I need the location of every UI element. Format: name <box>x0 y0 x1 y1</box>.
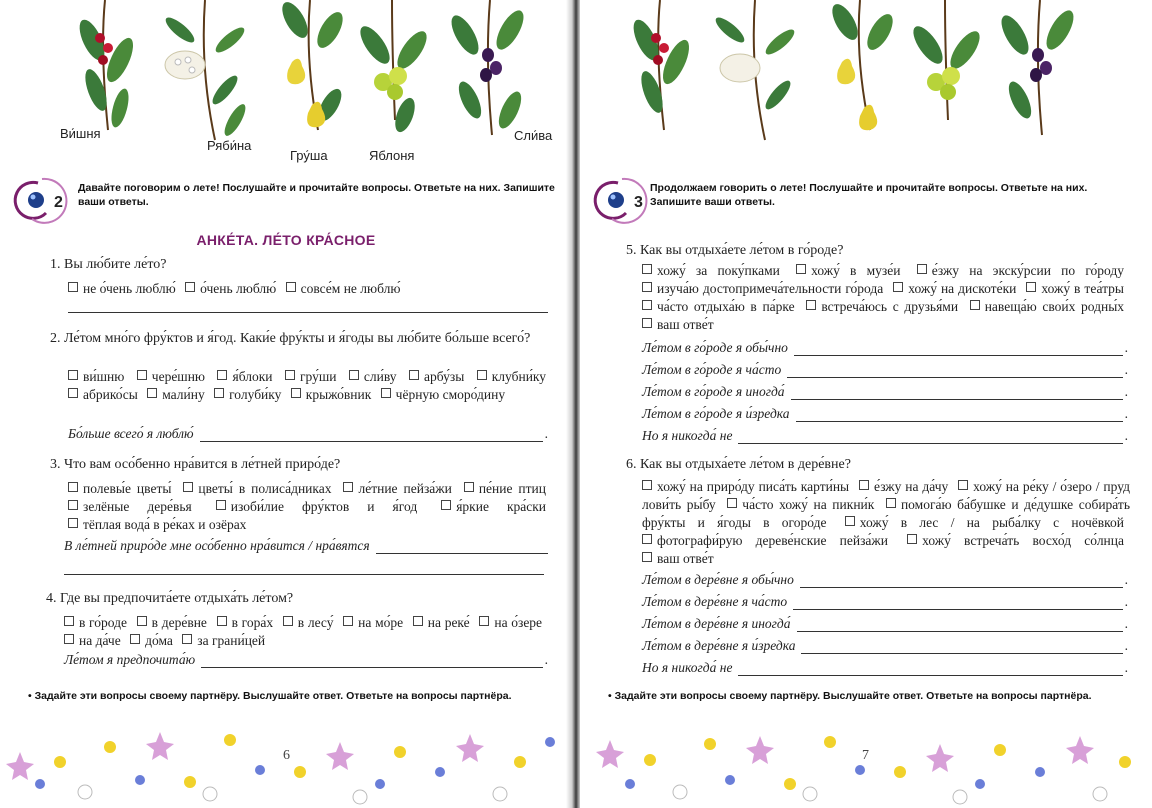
task-number-icon <box>8 175 78 225</box>
answer-prompt-q2[interactable]: Бо́льше всего́ я люблю́ . <box>68 426 548 441</box>
option-checkbox[interactable]: на мо́ре <box>343 615 403 630</box>
answer-prompt-q5-3[interactable]: Ле́том в го́роде я иногда́ . <box>642 384 1128 399</box>
fruit-branches-illustration <box>580 0 1152 170</box>
option-checkbox[interactable]: ваш отве́т <box>642 317 714 332</box>
answer-prompt-q6-5[interactable]: Но я никогда́ не . <box>642 660 1128 675</box>
page-left <box>0 0 572 808</box>
option-checkbox[interactable]: сли́ву <box>349 369 397 384</box>
answer-prompt-q6-1[interactable]: Ле́том в дере́вне я обы́чно . <box>642 572 1128 587</box>
option-checkbox[interactable]: хожу́ за поку́пками <box>642 263 780 278</box>
rowan-branch-icon <box>712 0 797 140</box>
answer-prompt-q5-4[interactable]: Ле́том в го́роде я и́зредка . <box>642 406 1128 421</box>
option-checkbox[interactable]: ча́сто отдыха́ю в па́рке <box>642 299 795 314</box>
option-checkbox[interactable]: хожу́ на приро́ду писа́ть карти́ны <box>642 479 849 494</box>
option-checkbox[interactable]: ви́шню <box>68 369 124 384</box>
option-checkbox[interactable]: зелёные дере́вья <box>68 499 192 514</box>
question-6: 6. Как вы отдыха́ете ле́том в дере́вне? <box>626 457 851 472</box>
apple-branch-icon <box>908 0 985 120</box>
option-checkbox[interactable]: на о́зере <box>479 615 542 630</box>
option-checkbox[interactable]: клубни́ку <box>477 369 546 384</box>
label-rowan: Ряби́на <box>207 138 252 153</box>
answer-prompt-q6-3[interactable]: Ле́том в дере́вне я иногда́ . <box>642 616 1128 631</box>
question-6-options <box>642 478 1130 568</box>
option-checkbox[interactable]: фотографи́рую дереве́нские пейза́жи <box>642 533 888 548</box>
option-checkbox[interactable]: в го́роде <box>64 615 127 630</box>
task-number: 2 <box>54 194 63 211</box>
option-checkbox[interactable]: е́зжу на да́чу <box>859 479 948 494</box>
option-checkbox[interactable]: изуча́ю достопримеча́тельности го́рода <box>642 281 883 296</box>
task-number-icon <box>588 175 658 225</box>
question-4: 4. Где вы предпочита́ете отдыха́ть ле́том? <box>46 591 294 606</box>
page-number: 7 <box>862 748 869 763</box>
option-checkbox[interactable]: в дере́вне <box>137 615 207 630</box>
question-3-options <box>68 480 552 534</box>
question-1-options <box>68 280 548 298</box>
apple-branch-icon <box>355 0 432 135</box>
flowers-border-icon <box>580 722 1152 808</box>
label-cherry: Ви́шня <box>60 126 101 141</box>
answer-prompt-q5-1[interactable]: Ле́том в го́роде я обы́чно . <box>642 340 1128 355</box>
option-checkbox[interactable]: на реке́ <box>413 615 470 630</box>
cherry-branch-icon <box>629 0 695 130</box>
option-checkbox[interactable]: изоби́лие фру́ктов и я́год <box>216 499 417 514</box>
page-right <box>580 0 1152 808</box>
option-checkbox[interactable]: до́ма <box>130 633 173 648</box>
question-5: 5. Как вы отдыха́ете ле́том в го́роде? <box>626 243 844 258</box>
option-checkbox[interactable]: встреча́юсь с друзья́ми <box>806 299 958 314</box>
cherry-branch-icon <box>75 0 139 130</box>
task-instruction: Продолжаем говорить о лете! Послушайте и прочитайте вопросы. Ответьте на них. Запишите ваши ответы. <box>650 182 1088 208</box>
partner-instruction: • Задайте эти вопросы своему партнёру. Выслушайте ответ. Ответьте на вопросы партнёра. <box>28 690 512 702</box>
plum-branch-icon <box>996 0 1079 135</box>
answer-prompt-q6-2[interactable]: Ле́том в дере́вне я ча́сто . <box>642 594 1128 609</box>
plum-branch-icon <box>446 0 529 135</box>
question-2-options <box>68 368 552 404</box>
question-3: 3. Что вам осо́бенно нра́вится в ле́тней приро́де? <box>50 457 341 472</box>
option-checkbox[interactable]: ча́сто хожу́ на пикни́к <box>727 497 874 512</box>
option-checkbox[interactable]: хожу́ в теа́тры <box>1026 281 1124 296</box>
question-2: 2. Ле́том мно́го фру́ктов и я́год. Каки́е фру́кты и я́годы вы лю́бите бо́льше всего́? <box>50 331 531 346</box>
question-5-options <box>642 262 1130 334</box>
option-checkbox[interactable]: не о́чень люблю́ <box>68 281 176 296</box>
question-4-options <box>64 614 548 650</box>
fruit-branches-illustration <box>0 0 572 170</box>
option-checkbox[interactable]: ле́тние пейза́жи <box>343 481 451 496</box>
pear-branch-icon <box>277 0 348 130</box>
label-pear: Гру́ша <box>290 148 328 163</box>
answer-line[interactable] <box>64 574 544 575</box>
pear-branch-icon <box>827 0 898 130</box>
option-checkbox[interactable]: совсе́м не люблю́ <box>286 281 401 296</box>
option-checkbox[interactable]: крыжо́вник <box>291 387 372 402</box>
label-apple: Яблоня <box>369 148 415 163</box>
option-checkbox[interactable]: чере́шню <box>137 369 205 384</box>
task-instruction: Давайте поговорим о лете! Послушайте и прочитайте вопросы. Ответьте на них. Запишите ваши ответы. <box>78 182 555 208</box>
option-checkbox[interactable]: гру́ши <box>285 369 336 384</box>
question-1: 1. Вы лю́бите ле́то? <box>50 257 167 272</box>
option-checkbox[interactable]: я́блоки <box>217 369 272 384</box>
answer-prompt-q6-4[interactable]: Ле́том в дере́вне я и́зредка . <box>642 638 1128 653</box>
option-checkbox[interactable]: я́ркие кра́ски <box>441 499 546 514</box>
option-checkbox[interactable]: на да́че <box>64 633 121 648</box>
answer-prompt-q3[interactable]: В ле́тней приро́де мне осо́бенно нра́вится / нра́вятся <box>64 538 548 554</box>
option-checkbox[interactable]: хожу́ в музе́и <box>796 263 900 278</box>
task-number: 3 <box>634 194 643 211</box>
option-checkbox[interactable]: цветы́ в полиса́дниках <box>183 481 331 496</box>
option-checkbox[interactable]: в лесу́ <box>283 615 334 630</box>
option-checkbox[interactable]: в гора́х <box>217 615 274 630</box>
option-checkbox[interactable]: мали́ну <box>147 387 205 402</box>
option-checkbox[interactable]: абрико́сы <box>68 387 138 402</box>
option-checkbox[interactable]: помога́ю ба́бушке и де́душке собира́ть фру́кты и я́годы в огоро́де <box>642 497 1130 530</box>
option-checkbox[interactable]: навеща́ю свои́х родны́х <box>970 299 1124 314</box>
questionnaire-title: АНКЕ́ТА. ЛЕ́ТО КРА́СНОЕ <box>196 232 376 248</box>
answer-prompt-q4[interactable]: Ле́том я предпочита́ю . <box>64 652 548 667</box>
rowan-branch-icon <box>162 0 249 140</box>
option-checkbox[interactable]: ваш отве́т <box>642 551 714 566</box>
option-checkbox[interactable]: хожу́ встреча́ть восхо́д со́лнца <box>907 533 1124 548</box>
task-header <box>0 175 560 225</box>
task-header <box>580 175 1140 225</box>
answer-prompt-q5-5[interactable]: Но я никогда́ не . <box>642 428 1128 443</box>
answer-prompt-q5-2[interactable]: Ле́том в го́роде я ча́сто . <box>642 362 1128 377</box>
option-checkbox[interactable]: арбу́зы <box>409 369 464 384</box>
answer-line[interactable] <box>68 312 548 313</box>
option-checkbox[interactable]: е́зжу на экску́рсии по го́роду <box>917 263 1124 278</box>
flowers-border-icon <box>0 722 572 808</box>
partner-instruction: • Задайте эти вопросы своему партнёру. Выслушайте ответ. Ответьте на вопросы партнёра. <box>608 690 1092 702</box>
page-number: 6 <box>283 748 290 763</box>
option-checkbox[interactable]: хожу́ на ре́ку / о́зеро / пруд лови́ть ры́бу <box>642 479 1130 512</box>
option-checkbox[interactable]: хожу́ на дискоте́ки <box>893 281 1016 296</box>
option-checkbox[interactable]: за грани́цей <box>182 633 265 648</box>
option-checkbox[interactable]: чёрную сморо́дину <box>381 387 505 402</box>
option-checkbox[interactable]: голуби́ку <box>214 387 281 402</box>
label-plum: Сли́ва <box>514 128 553 143</box>
option-checkbox[interactable]: тёплая вода́ в ре́ках и озёрах <box>68 517 246 532</box>
option-checkbox[interactable]: хожу́ в лес / на рыба́лку с ночёвкой <box>845 515 1124 530</box>
option-checkbox[interactable]: о́чень люблю́ <box>185 281 276 296</box>
option-checkbox[interactable]: пе́ние птиц <box>464 481 546 496</box>
option-checkbox[interactable]: полевы́е цветы́ <box>68 481 171 496</box>
